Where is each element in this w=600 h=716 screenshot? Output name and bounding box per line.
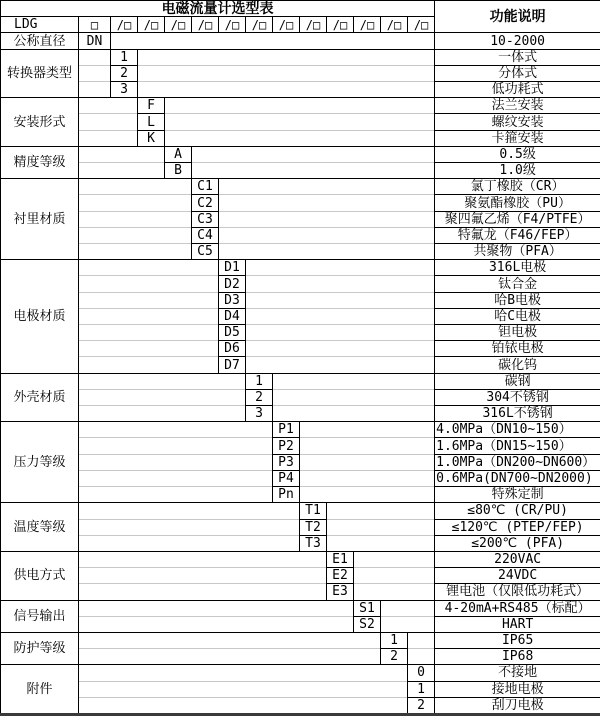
- code-slot-box: /□: [408, 17, 435, 33]
- grid-filler: [79, 535, 300, 551]
- description-cell: IP65: [435, 632, 600, 648]
- code-cell: D1: [219, 260, 246, 276]
- description-cell: 1.0级: [435, 163, 600, 179]
- description-cell: 钛合金: [435, 276, 600, 292]
- section-label: 外壳材质: [1, 373, 79, 422]
- section-label: 精度等级: [1, 146, 79, 178]
- grid-filler: [273, 373, 435, 389]
- description-cell: ≤200℃ (PFA): [435, 535, 600, 551]
- grid-filler: [79, 422, 273, 438]
- grid-filler: [79, 65, 111, 81]
- model-prefix: LDG: [1, 17, 79, 33]
- grid-filler: [79, 292, 219, 308]
- grid-filler: [246, 357, 435, 373]
- grid-filler: [300, 438, 435, 454]
- description-cell: 聚四氟乙烯（F4/PTFE）: [435, 211, 600, 227]
- grid-filler: [300, 470, 435, 486]
- description-cell: 316L不锈钢: [435, 406, 600, 422]
- grid-filler: [138, 65, 435, 81]
- description-cell: 分体式: [435, 65, 600, 81]
- code-slot-box: /□: [381, 17, 408, 33]
- description-cell: 接地电极: [435, 681, 600, 697]
- grid-filler: [138, 49, 435, 65]
- grid-filler: [79, 195, 192, 211]
- grid-filler: [273, 406, 435, 422]
- grid-filler: [79, 260, 219, 276]
- grid-filler: [300, 487, 435, 503]
- grid-filler: [327, 519, 435, 535]
- grid-filler: [79, 632, 381, 648]
- description-cell: 特殊定制: [435, 487, 600, 503]
- section-label: 防护等级: [1, 632, 79, 664]
- code-cell: T3: [300, 535, 327, 551]
- code-cell: T1: [300, 503, 327, 519]
- grid-filler: [219, 211, 435, 227]
- code-cell: E2: [327, 568, 354, 584]
- grid-filler: [79, 211, 192, 227]
- description-cell: IP68: [435, 649, 600, 665]
- code-cell: C4: [192, 227, 219, 243]
- grid-filler: [79, 130, 138, 146]
- grid-filler: [79, 357, 219, 373]
- code-cell: E3: [327, 584, 354, 600]
- section-label: 公称直径: [1, 33, 79, 49]
- grid-filler: [273, 389, 435, 405]
- description-cell: 共聚物（PFA）: [435, 244, 600, 260]
- code-cell: C3: [192, 211, 219, 227]
- code-cell: 1: [381, 632, 408, 648]
- section-label: 信号输出: [1, 600, 79, 632]
- grid-filler: [79, 114, 138, 130]
- code-cell: 3: [111, 82, 138, 98]
- grid-filler: [219, 179, 435, 195]
- description-cell: 316L电极: [435, 260, 600, 276]
- code-cell: E1: [327, 551, 354, 567]
- code-cell: D5: [219, 325, 246, 341]
- grid-filler: [246, 292, 435, 308]
- code-cell: P2: [273, 438, 300, 454]
- grid-filler: [300, 422, 435, 438]
- grid-filler: [138, 82, 435, 98]
- code-cell: S1: [354, 600, 381, 616]
- code-cell: F: [138, 98, 165, 114]
- grid-filler: [79, 551, 327, 567]
- code-cell: 2: [381, 649, 408, 665]
- description-cell: 钽电极: [435, 325, 600, 341]
- grid-filler: [219, 195, 435, 211]
- code-slot-box: /□: [300, 17, 327, 33]
- grid-filler: [246, 325, 435, 341]
- description-cell: 聚氨酯橡胶（PU）: [435, 195, 600, 211]
- grid-filler: [79, 373, 246, 389]
- section-label: 电极材质: [1, 260, 79, 373]
- section-label: 温度等级: [1, 503, 79, 552]
- code-cell: D6: [219, 341, 246, 357]
- table-title: 电磁流量计选型表: [1, 1, 435, 17]
- description-cell: 碳化钨: [435, 357, 600, 373]
- code-cell: P3: [273, 454, 300, 470]
- description-cell: 哈C电极: [435, 308, 600, 324]
- description-cell: 1.0MPa（DN200~DN600）: [435, 454, 600, 470]
- description-cell: 铂铱电极: [435, 341, 600, 357]
- grid-filler: [79, 487, 273, 503]
- description-cell: 24VDC: [435, 568, 600, 584]
- grid-filler: [79, 244, 192, 260]
- code-cell: C1: [192, 179, 219, 195]
- grid-filler: [111, 33, 435, 49]
- code-cell: 1: [408, 681, 435, 697]
- grid-filler: [79, 616, 354, 632]
- grid-filler: [79, 600, 354, 616]
- section-label: 安装形式: [1, 98, 79, 147]
- code-cell: 1: [111, 49, 138, 65]
- grid-filler: [79, 503, 300, 519]
- function-column-header: 功能说明: [435, 1, 600, 33]
- code-cell: DN: [79, 33, 111, 49]
- section-label: 压力等级: [1, 422, 79, 503]
- section-label: 供电方式: [1, 551, 79, 600]
- grid-filler: [381, 600, 435, 616]
- grid-filler: [79, 470, 273, 486]
- description-cell: 1.6MPa（DN15~150）: [435, 438, 600, 454]
- grid-filler: [381, 616, 435, 632]
- code-cell: L: [138, 114, 165, 130]
- code-cell: B: [165, 163, 192, 179]
- description-cell: 低功耗式: [435, 82, 600, 98]
- grid-filler: [246, 276, 435, 292]
- code-cell: C2: [192, 195, 219, 211]
- description-cell: 0.6MPa(DN700~DN2000): [435, 470, 600, 486]
- description-cell: 304不锈钢: [435, 389, 600, 405]
- grid-filler: [79, 438, 273, 454]
- grid-filler: [79, 276, 219, 292]
- grid-filler: [79, 665, 408, 681]
- code-cell: D4: [219, 308, 246, 324]
- grid-filler: [79, 389, 246, 405]
- description-cell: 一体式: [435, 49, 600, 65]
- description-cell: 4.0MPa（DN10~150）: [435, 422, 600, 438]
- code-slot-box: □: [79, 17, 111, 33]
- code-slot-box: /□: [273, 17, 300, 33]
- code-cell: 2: [408, 697, 435, 714]
- code-cell: 1: [246, 373, 273, 389]
- grid-filler: [327, 535, 435, 551]
- description-cell: HART: [435, 616, 600, 632]
- code-slot-box: /□: [138, 17, 165, 33]
- grid-filler: [79, 584, 327, 600]
- grid-filler: [192, 163, 435, 179]
- grid-filler: [79, 146, 165, 162]
- grid-filler: [246, 341, 435, 357]
- grid-filler: [79, 697, 408, 714]
- grid-filler: [79, 681, 408, 697]
- code-cell: 2: [246, 389, 273, 405]
- grid-filler: [79, 341, 219, 357]
- grid-filler: [79, 49, 111, 65]
- grid-filler: [165, 114, 435, 130]
- description-cell: ≤80℃ (CR/PU): [435, 503, 600, 519]
- code-slot-box: /□: [354, 17, 381, 33]
- grid-filler: [79, 568, 327, 584]
- description-cell: 碳钢: [435, 373, 600, 389]
- description-cell: 10-2000: [435, 33, 600, 49]
- code-cell: D2: [219, 276, 246, 292]
- grid-filler: [327, 503, 435, 519]
- grid-filler: [300, 454, 435, 470]
- code-cell: 0: [408, 665, 435, 681]
- code-cell: 2: [111, 65, 138, 81]
- code-cell: A: [165, 146, 192, 162]
- code-slot-box: /□: [111, 17, 138, 33]
- grid-filler: [192, 146, 435, 162]
- description-cell: ≤120℃ (PTEP/FEP): [435, 519, 600, 535]
- description-cell: 法兰安装: [435, 98, 600, 114]
- code-cell: K: [138, 130, 165, 146]
- description-cell: 锂电池（仅限低功耗式）: [435, 584, 600, 600]
- grid-filler: [354, 584, 435, 600]
- description-cell: 特氟龙（F46/FEP）: [435, 227, 600, 243]
- code-cell: C5: [192, 244, 219, 260]
- description-cell: 不接地: [435, 665, 600, 681]
- grid-filler: [79, 163, 165, 179]
- description-cell: 氯丁橡胶（CR）: [435, 179, 600, 195]
- code-cell: P4: [273, 470, 300, 486]
- grid-filler: [79, 649, 381, 665]
- grid-filler: [219, 244, 435, 260]
- grid-filler: [219, 227, 435, 243]
- grid-filler: [354, 568, 435, 584]
- grid-filler: [79, 308, 219, 324]
- description-cell: 螺纹安装: [435, 114, 600, 130]
- code-slot-box: /□: [246, 17, 273, 33]
- code-cell: P1: [273, 422, 300, 438]
- grid-filler: [165, 130, 435, 146]
- code-slot-box: /□: [219, 17, 246, 33]
- grid-filler: [79, 82, 111, 98]
- grid-filler: [246, 260, 435, 276]
- grid-filler: [408, 632, 435, 648]
- grid-filler: [354, 551, 435, 567]
- description-cell: 刮刀电极: [435, 697, 600, 714]
- code-cell: Pn: [273, 487, 300, 503]
- code-cell: 3: [246, 406, 273, 422]
- grid-filler: [79, 227, 192, 243]
- grid-filler: [79, 179, 192, 195]
- code-cell: D3: [219, 292, 246, 308]
- section-label: 衬里材质: [1, 179, 79, 260]
- grid-filler: [165, 98, 435, 114]
- description-cell: 0.5级: [435, 146, 600, 162]
- section-label: 附件: [1, 665, 79, 715]
- description-cell: 220VAC: [435, 551, 600, 567]
- code-slot-box: /□: [165, 17, 192, 33]
- grid-filler: [79, 454, 273, 470]
- section-label: 转换器类型: [1, 49, 79, 98]
- code-slot-box: /□: [192, 17, 219, 33]
- grid-filler: [79, 406, 246, 422]
- code-cell: D7: [219, 357, 246, 373]
- grid-filler: [79, 325, 219, 341]
- description-cell: 4-20mA+RS485（标配）: [435, 600, 600, 616]
- grid-filler: [79, 98, 138, 114]
- code-slot-box: /□: [327, 17, 354, 33]
- description-cell: 卡箍安装: [435, 130, 600, 146]
- description-cell: 哈B电极: [435, 292, 600, 308]
- code-cell: S2: [354, 616, 381, 632]
- grid-filler: [408, 649, 435, 665]
- code-cell: T2: [300, 519, 327, 535]
- grid-filler: [79, 519, 300, 535]
- grid-filler: [246, 308, 435, 324]
